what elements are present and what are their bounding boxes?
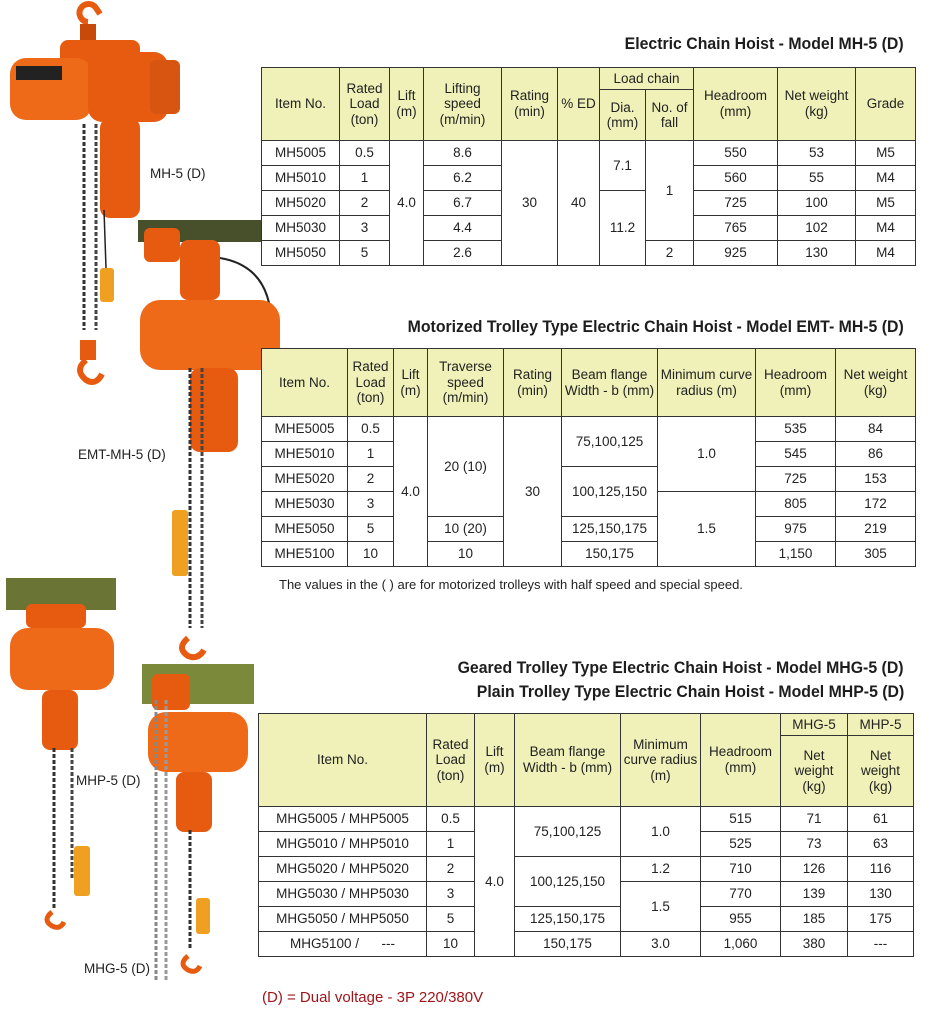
item-cell: MH5030 xyxy=(262,216,340,241)
load-cell: 1 xyxy=(348,442,394,467)
headroom-cell: 710 xyxy=(701,857,781,882)
header-beam-flange: Beam flange Width - b (mm) xyxy=(562,349,658,417)
grade-cell: M5 xyxy=(856,141,916,166)
mhp-photo-label: MHP-5 (D) xyxy=(76,773,141,788)
mhg-weight-cell: 185 xyxy=(781,907,848,932)
header-rating: Rating (min) xyxy=(502,68,558,141)
flange-cell: 75,100,125 xyxy=(562,417,658,467)
mhg-hoist-illustration xyxy=(138,660,258,990)
load-cell: 2 xyxy=(427,857,475,882)
item-cell: MH5010 xyxy=(262,166,340,191)
dia-cell: 11.2 xyxy=(600,191,646,266)
headroom-cell: 560 xyxy=(694,166,778,191)
curve-cell: 3.0 xyxy=(621,932,701,957)
mhp-weight-cell: 175 xyxy=(848,907,914,932)
item-cell: MHG5030 / MHP5030 xyxy=(259,882,427,907)
headroom-cell: 535 xyxy=(756,417,836,442)
headroom-cell: 525 xyxy=(701,832,781,857)
table-row xyxy=(259,907,914,932)
weight-cell: 219 xyxy=(836,517,916,542)
load-cell: 3 xyxy=(427,882,475,907)
headroom-cell: 515 xyxy=(701,807,781,832)
load-cell: 1 xyxy=(427,832,475,857)
weight-cell: 102 xyxy=(778,216,856,241)
header-lift: Lift (m) xyxy=(390,68,424,141)
table-row xyxy=(262,517,916,542)
header-lift: Lift (m) xyxy=(394,349,428,417)
header-lifting-speed: Lifting speed (m/min) xyxy=(424,68,502,141)
weight-cell: 153 xyxy=(836,467,916,492)
load-cell: 0.5 xyxy=(340,141,390,166)
weight-cell: 172 xyxy=(836,492,916,517)
speed-cell: 8.6 xyxy=(424,141,502,166)
weight-cell: 130 xyxy=(778,241,856,266)
dual-voltage-footnote: (D) = Dual voltage - 3P 220/380V xyxy=(262,989,484,1006)
dia-cell: 7.1 xyxy=(600,141,646,191)
header-mhg-net-weight: Net weight (kg) xyxy=(781,736,848,807)
header-dia: Dia. (mm) xyxy=(600,90,646,141)
mhg-weight-cell: 139 xyxy=(781,882,848,907)
lift-cell: 4.0 xyxy=(394,417,428,567)
item-cell: MHE5020 xyxy=(262,467,348,492)
header-mhp-net-weight: Net weight (kg) xyxy=(848,736,914,807)
grade-cell: M4 xyxy=(856,241,916,266)
item-cell: MHG5010 / MHP5010 xyxy=(259,832,427,857)
speed-cell: 6.7 xyxy=(424,191,502,216)
item-cell: MHE5010 xyxy=(262,442,348,467)
lift-cell: 4.0 xyxy=(390,141,424,266)
header-beam-flange: Beam flange Width - b (mm) xyxy=(515,714,621,807)
grade-cell: M5 xyxy=(856,191,916,216)
header-item-no: Item No. xyxy=(262,68,340,141)
mh5-spec-table xyxy=(261,67,916,266)
table-row xyxy=(262,141,916,166)
curve-cell: 1.5 xyxy=(658,492,756,567)
item-cell: MH5050 xyxy=(262,241,340,266)
load-cell: 10 xyxy=(427,932,475,957)
table-row xyxy=(262,417,916,442)
table-row xyxy=(262,542,916,567)
item-cell: MHE5100 xyxy=(262,542,348,567)
item-cell: MH5005 xyxy=(262,141,340,166)
headroom-cell: 955 xyxy=(701,907,781,932)
headroom-cell: 770 xyxy=(701,882,781,907)
weight-cell: 55 xyxy=(778,166,856,191)
weight-cell: 305 xyxy=(836,542,916,567)
header-net-weight: Net weight (kg) xyxy=(778,68,856,141)
table-row xyxy=(259,857,914,882)
emt-table-note: The values in the ( ) are for motorized trolleys with half speed and special speed. xyxy=(279,577,743,592)
weight-cell: 100 xyxy=(778,191,856,216)
header-min-curve: Minimum curve radius (m) xyxy=(658,349,756,417)
headroom-cell: 805 xyxy=(756,492,836,517)
header-mhg5: MHG-5 xyxy=(781,714,848,736)
load-cell: 0.5 xyxy=(427,807,475,832)
item-cell: MHG5005 / MHP5005 xyxy=(259,807,427,832)
curve-cell: 1.2 xyxy=(621,857,701,882)
table-row xyxy=(259,932,914,957)
flange-cell: 100,125,150 xyxy=(562,467,658,517)
curve-cell: 1.0 xyxy=(621,807,701,857)
headroom-cell: 550 xyxy=(694,141,778,166)
header-min-curve: Minimum curve radius (m) xyxy=(621,714,701,807)
rating-cell: 30 xyxy=(504,417,562,567)
header-lift: Lift (m) xyxy=(475,714,515,807)
load-cell: 0.5 xyxy=(348,417,394,442)
fall-cell: 2 xyxy=(646,241,694,266)
mhg-spec-table xyxy=(258,713,914,957)
flange-cell: 100,125,150 xyxy=(515,857,621,907)
headroom-cell: 1,150 xyxy=(756,542,836,567)
weight-cell: 84 xyxy=(836,417,916,442)
mhp-weight-cell: 63 xyxy=(848,832,914,857)
load-cell: 5 xyxy=(340,241,390,266)
curve-cell: 1.5 xyxy=(621,882,701,932)
emt-table-title: Motorized Trolley Type Electric Chain Hoist - Model EMT- MH-5 (D) xyxy=(407,318,904,336)
item-cell: MHE5030 xyxy=(262,492,348,517)
emt-spec-table xyxy=(261,348,916,567)
grade-cell: M4 xyxy=(856,216,916,241)
load-cell: 5 xyxy=(348,517,394,542)
weight-cell: 86 xyxy=(836,442,916,467)
mhg-weight-cell: 126 xyxy=(781,857,848,882)
load-cell: 3 xyxy=(340,216,390,241)
headroom-cell: 765 xyxy=(694,216,778,241)
flange-cell: 150,175 xyxy=(562,542,658,567)
header-traverse-speed: Traverse speed (m/min) xyxy=(428,349,504,417)
headroom-cell: 925 xyxy=(694,241,778,266)
header-rated-load: Rated Load (ton) xyxy=(340,68,390,141)
headroom-cell: 975 xyxy=(756,517,836,542)
mhg-weight-cell: 380 xyxy=(781,932,848,957)
speed-cell: 4.4 xyxy=(424,216,502,241)
header-grade: Grade xyxy=(856,68,916,141)
header-net-weight: Net weight (kg) xyxy=(836,349,916,417)
header-no-of-fall: No. of fall xyxy=(646,90,694,141)
header-item-no: Item No. xyxy=(262,349,348,417)
headroom-cell: 725 xyxy=(694,191,778,216)
mhp-weight-cell: 116 xyxy=(848,857,914,882)
fall-cell: 1 xyxy=(646,141,694,241)
weight-cell: 53 xyxy=(778,141,856,166)
flange-cell: 150,175 xyxy=(515,932,621,957)
headroom-cell: 1,060 xyxy=(701,932,781,957)
load-cell: 3 xyxy=(348,492,394,517)
header-headroom: Headroom (mm) xyxy=(756,349,836,417)
mhp-weight-cell: --- xyxy=(848,932,914,957)
table-row xyxy=(262,467,916,492)
mh5-photo-label: MH-5 (D) xyxy=(150,166,206,181)
flange-cell: 75,100,125 xyxy=(515,807,621,857)
flange-cell: 125,150,175 xyxy=(562,517,658,542)
header-item-no: Item No. xyxy=(259,714,427,807)
mhp-weight-cell: 130 xyxy=(848,882,914,907)
speed-cell: 20 (10) xyxy=(428,417,504,517)
grade-cell: M4 xyxy=(856,166,916,191)
header-rated-load: Rated Load (ton) xyxy=(348,349,394,417)
speed-cell: 10 xyxy=(428,542,504,567)
item-cell: MHG5050 / MHP5050 xyxy=(259,907,427,932)
mhg-table-title: Geared Trolley Type Electric Chain Hoist - Model MHG-5 (D) xyxy=(458,659,904,677)
header-rated-load: Rated Load (ton) xyxy=(427,714,475,807)
header-ed: % ED xyxy=(558,68,600,141)
mhg-photo-label: MHG-5 (D) xyxy=(84,961,150,976)
item-cell: MHG5020 / MHP5020 xyxy=(259,857,427,882)
item-cell: MHG5100 / --- xyxy=(259,932,427,957)
header-rating: Rating (min) xyxy=(504,349,562,417)
curve-cell: 1.0 xyxy=(658,417,756,492)
item-cell: MHE5050 xyxy=(262,517,348,542)
header-headroom: Headroom (mm) xyxy=(694,68,778,141)
speed-cell: 6.2 xyxy=(424,166,502,191)
emt-photo-label: EMT-MH-5 (D) xyxy=(78,447,166,462)
lift-cell: 4.0 xyxy=(475,807,515,957)
speed-cell: 10 (20) xyxy=(428,517,504,542)
header-mhp5: MHP-5 xyxy=(848,714,914,736)
table-row xyxy=(259,807,914,832)
headroom-cell: 725 xyxy=(756,467,836,492)
item-cell: MHE5005 xyxy=(262,417,348,442)
ed-cell: 40 xyxy=(558,141,600,266)
load-cell: 1 xyxy=(340,166,390,191)
header-headroom: Headroom (mm) xyxy=(701,714,781,807)
header-load-chain: Load chain xyxy=(600,68,694,90)
speed-cell: 2.6 xyxy=(424,241,502,266)
load-cell: 2 xyxy=(340,191,390,216)
load-cell: 2 xyxy=(348,467,394,492)
rating-cell: 30 xyxy=(502,141,558,266)
mhg-weight-cell: 71 xyxy=(781,807,848,832)
mh5-table-title: Electric Chain Hoist - Model MH-5 (D) xyxy=(625,35,904,53)
mhp-weight-cell: 61 xyxy=(848,807,914,832)
headroom-cell: 545 xyxy=(756,442,836,467)
flange-cell: 125,150,175 xyxy=(515,907,621,932)
load-cell: 10 xyxy=(348,542,394,567)
mhg-weight-cell: 73 xyxy=(781,832,848,857)
item-cell: MH5020 xyxy=(262,191,340,216)
mhp-table-title: Plain Trolley Type Electric Chain Hoist - Model MHP-5 (D) xyxy=(476,683,904,701)
load-cell: 5 xyxy=(427,907,475,932)
mhp-hoist-illustration xyxy=(6,578,136,928)
